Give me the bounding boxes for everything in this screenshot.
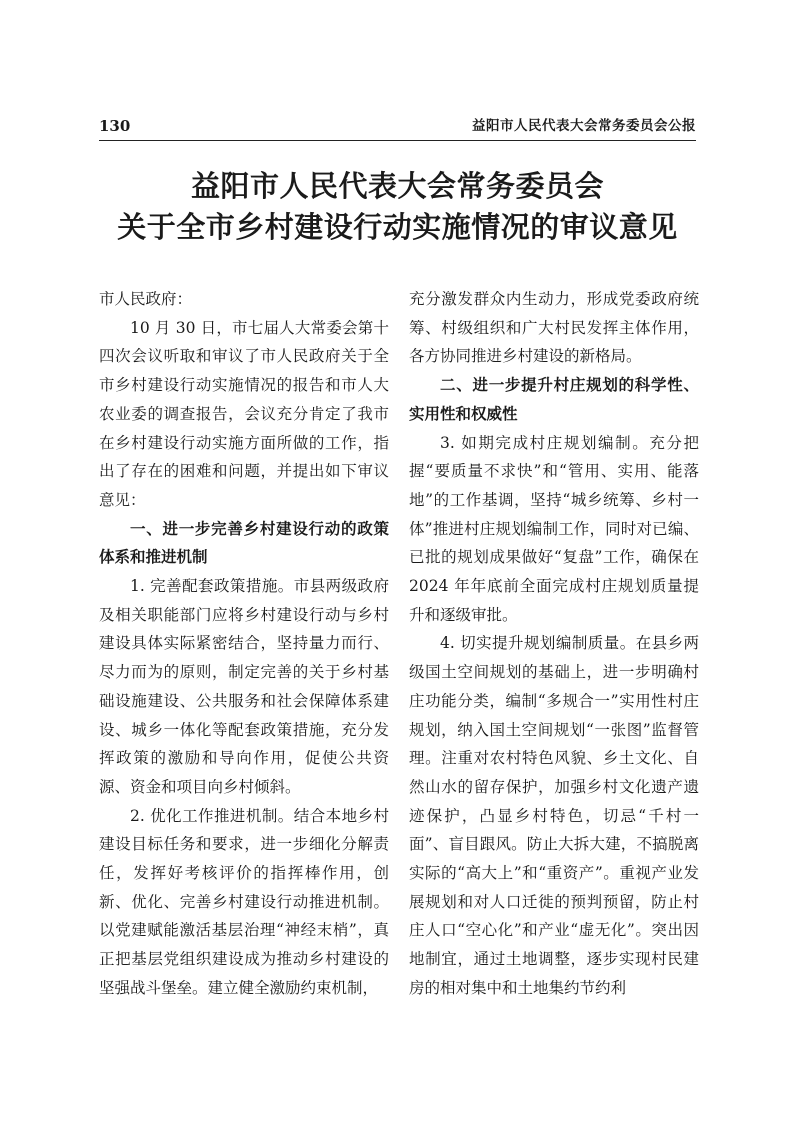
journal-name: 益阳市人民代表大会常务委员会公报: [472, 118, 696, 134]
title-line-2: 关于全市乡村建设行动实施情况的审议意见: [117, 210, 678, 244]
left-column: [99, 285, 389, 1003]
title-line-1: 益阳市人民代表大会常务委员会: [190, 169, 604, 203]
paragraph-4: 4. 切实提升规划编制质量。在县乡两级国土空间规划的基础上，进一步明确村庄功能分类，编制“多规合一”实用性村庄规划，纳入国土空间规划“一张图”监督管理。注重对农村特色风貌、乡土文化、自然山水的留存保护，加强乡村文化遗产遗迹保护，凸显乡村特色，切忌“千村一面”、盲目跟风。防止大拆大建，不搞脱离实际的“高大上”和“重资产”。重视产业发展规划和对人口迁徙的预判预留，防止村庄人口“空心化”和产业“虚无化”。突出因地制宜，通过土地调整，逐步实现村民建房的相对集中和土地集约节约利: [409, 634, 699, 997]
page-header: [99, 116, 696, 142]
paragraph-1: 1. 完善配套政策措施。市县两级政府及相关职能部门应将乡村建设行动与乡村建设具体实际紧密结合，坚持量力而行、尽力而为的原则，制定完善的关于乡村基础设施建设、公共服务和社会保障体系建设、城乡一体化等配套政策措施，充分发挥政策的激励和导向作用，促使公共资源、资金和项目向乡村倾斜。: [99, 577, 389, 796]
salutation: 市人民政府：: [99, 290, 193, 308]
paragraph-3: 3. 如期完成村庄规划编制。充分把握“要质量不求快”和“管用、实用、能落地”的工作基调，坚持“城乡统筹、乡村一体”推进村庄规划编制工作，同时对已编、已批的规划成果做好“复盘”工作，确保在 2024 年年底前全面完成村庄规划质量提升和逐级审批。: [409, 433, 699, 624]
document-title: [99, 166, 696, 248]
intro-paragraph: 10 月 30 日，市七届人大常委会第十四次会议听取和审议了市人民政府关于全市乡村建设行动实施情况的报告和市人大农业委的调查报告，会议充分肯定了我市在乡村建设行动实施方面所做的工作，指出了存在的困难和问题，并提出如下审议意见：: [99, 318, 389, 509]
right-column: [409, 285, 699, 1003]
paragraph-2: 2. 优化工作推进机制。结合本地乡村建设目标任务和要求，进一步细化分解责任，发挥好考核评价的指挥棒作用，创新、优化、完善乡村建设行动推进机制。以党建赋能激活基层治理“神经末梢”，真正把基层党组织建设成为推动乡村建设的坚强战斗堡垒。建立健全激励约束机制，: [99, 806, 389, 997]
header-rule: [99, 140, 696, 141]
section-heading-1: 一、进一步完善乡村建设行动的政策体系和推进机制: [99, 518, 389, 567]
section-heading-2: 二、进一步提升村庄规划的科学性、实用性和权威性: [409, 375, 699, 423]
page-number: 130: [99, 117, 131, 135]
continuation-paragraph: 充分激发群众内生动力，形成党委政府统筹、村级组织和广大村民发挥主体作用，各方协同推进乡村建设的新格局。: [409, 290, 699, 366]
